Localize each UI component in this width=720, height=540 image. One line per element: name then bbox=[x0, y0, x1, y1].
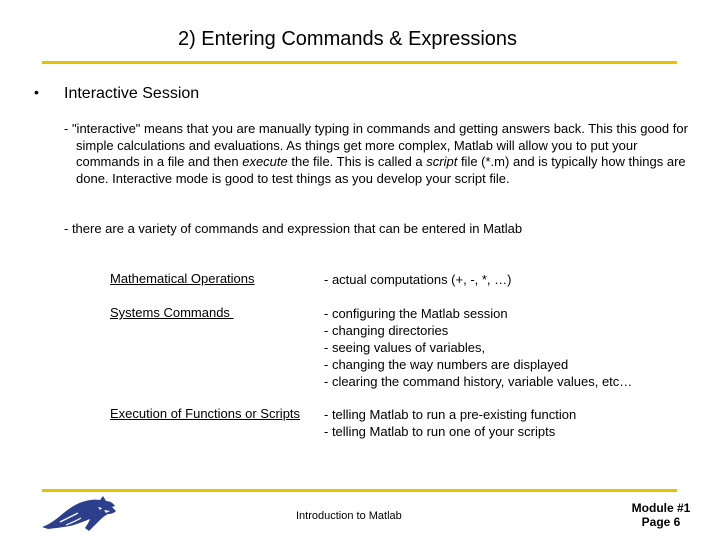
cmd-desc-line: - actual computations (+, -, *, …) bbox=[324, 272, 512, 287]
cmd-desc-line: - configuring the Matlab session bbox=[324, 306, 508, 321]
script-word: script bbox=[426, 154, 458, 170]
cmd-desc-line: - seeing values of variables, bbox=[324, 340, 486, 355]
section-heading: Interactive Session bbox=[64, 85, 200, 102]
cmd-desc-line: - changing the way numbers are displayed bbox=[324, 357, 569, 372]
footer-module-page bbox=[626, 501, 696, 529]
title-divider bbox=[42, 61, 677, 64]
para1-text-c: file (*.m) and is typically how things are done. Interactive mode is good to test things as you develop your script file. bbox=[76, 154, 686, 186]
execute-word: execute bbox=[242, 154, 288, 170]
slide-title: 2) Entering Commands & Expressions bbox=[177, 28, 518, 50]
cmd-desc-execution bbox=[324, 406, 576, 440]
variety-paragraph: - there are a variety of commands and expression that can be entered in Matlab bbox=[64, 221, 523, 236]
cmd-label-systems[interactable]: Systems Commands bbox=[110, 305, 234, 320]
footer-page-number: Page 6 bbox=[641, 515, 681, 529]
cmd-label-execution[interactable]: Execution of Functions or Scripts bbox=[110, 406, 301, 421]
cmd-desc-line: - changing directories bbox=[324, 323, 449, 338]
cmd-desc-systems bbox=[324, 305, 632, 390]
bullet-marker: • bbox=[34, 84, 39, 100]
cmd-desc-math bbox=[324, 271, 511, 288]
bobcat-logo-icon bbox=[40, 495, 118, 533]
footer-divider bbox=[42, 489, 677, 492]
cmd-desc-line: - telling Matlab to run a pre-existing function bbox=[324, 407, 577, 422]
interactive-paragraph bbox=[64, 121, 694, 187]
para1-text-a: - "interactive" means that you are manually typing in commands and getting answers back. This this good for simple calculations and evaluations. As things get more complex, Matlab will allow you to put your commands in a file and then bbox=[64, 121, 688, 170]
cmd-desc-line: - telling Matlab to run one of your scripts bbox=[324, 424, 556, 439]
footer-course-title: Introduction to Matlab bbox=[296, 510, 402, 522]
footer-module: Module #1 bbox=[631, 501, 691, 515]
para1-text-b: the file. This is called a bbox=[287, 154, 427, 170]
cmd-desc-line: - clearing the command history, variable values, etc… bbox=[324, 374, 633, 389]
cmd-label-math[interactable]: Mathematical Operations bbox=[110, 271, 255, 286]
